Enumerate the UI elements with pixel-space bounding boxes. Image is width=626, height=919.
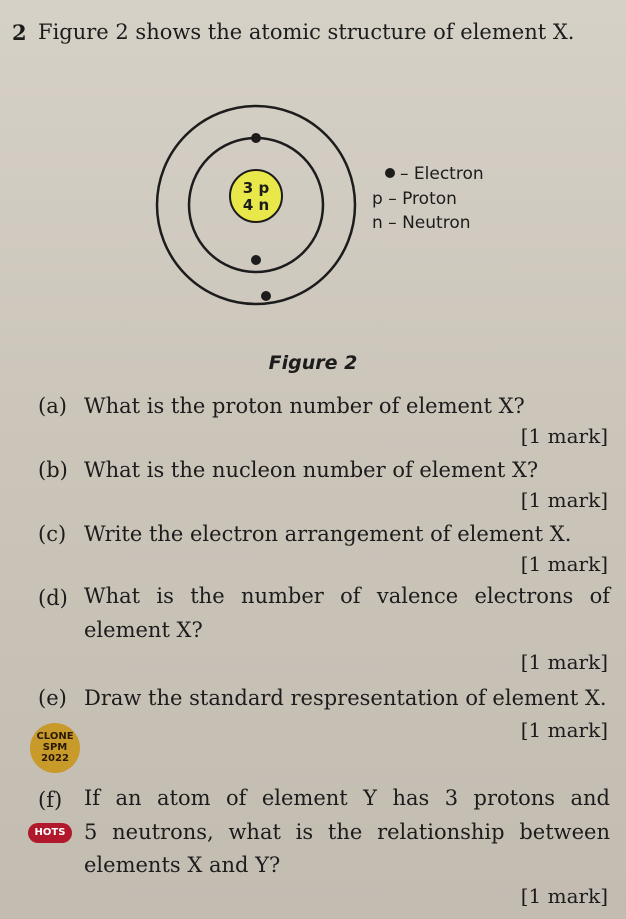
- question-number: 2: [12, 20, 27, 45]
- question-stem: Figure 2 shows the atomic structure of element X.: [38, 20, 575, 44]
- part-text: Draw the standard respresentation of element X.: [84, 686, 607, 710]
- mark-c: [1 mark]: [520, 552, 608, 576]
- part-label: (b): [38, 458, 68, 482]
- badge-line: CLONE: [36, 731, 74, 742]
- part-b: [38, 456, 538, 484]
- atomic-structure-diagram: [150, 98, 520, 328]
- badge-line: SPM: [42, 742, 68, 753]
- part-f-label: (f): [38, 788, 63, 812]
- legend-electron: – Electron: [400, 164, 484, 184]
- part-c: [38, 520, 571, 548]
- part-text: What is the proton number of element X?: [84, 394, 525, 418]
- hots-badge: HOTS: [28, 823, 72, 843]
- mark-f: [1 mark]: [520, 884, 608, 908]
- part-text: Write the electron arrangement of element X.: [84, 522, 572, 546]
- part-e: [38, 684, 607, 712]
- badge-line: 2022: [41, 753, 69, 764]
- nucleus-neutrons: 4 n: [242, 196, 270, 214]
- part-d-label: (d): [38, 586, 68, 610]
- part-a: [38, 392, 525, 420]
- part-label: (a): [38, 394, 67, 418]
- legend-proton: p – Proton: [372, 189, 457, 209]
- mark-d: [1 mark]: [520, 650, 608, 674]
- part-f-line2: 5 neutrons, what is the relationship between: [84, 820, 610, 844]
- part-label: (e): [38, 686, 67, 710]
- part-f-line1: If an atom of element Y has 3 protons and: [84, 786, 610, 810]
- part-d-line2: element X?: [84, 618, 203, 642]
- legend-electron-icon: [385, 168, 395, 178]
- figure-legend: [372, 164, 484, 233]
- part-label: (c): [38, 522, 67, 546]
- mark-b: [1 mark]: [520, 488, 608, 512]
- part-text: What is the nucleon number of element X?: [84, 458, 539, 482]
- mark-a: [1 mark]: [520, 424, 608, 448]
- nucleus-protons: 3 p: [242, 179, 270, 197]
- electron-outer-bottom: [261, 291, 271, 301]
- part-f-line3: elements X and Y?: [84, 853, 281, 877]
- clone-spm-badge: [30, 723, 80, 773]
- figure-caption: Figure 2: [268, 352, 358, 374]
- mark-e: [1 mark]: [520, 718, 608, 742]
- electron-inner-top: [251, 133, 261, 143]
- legend-neutron: n – Neutron: [372, 213, 471, 233]
- part-d-line1: What is the number of valence electrons of: [84, 584, 610, 608]
- electron-inner-bottom: [251, 255, 261, 265]
